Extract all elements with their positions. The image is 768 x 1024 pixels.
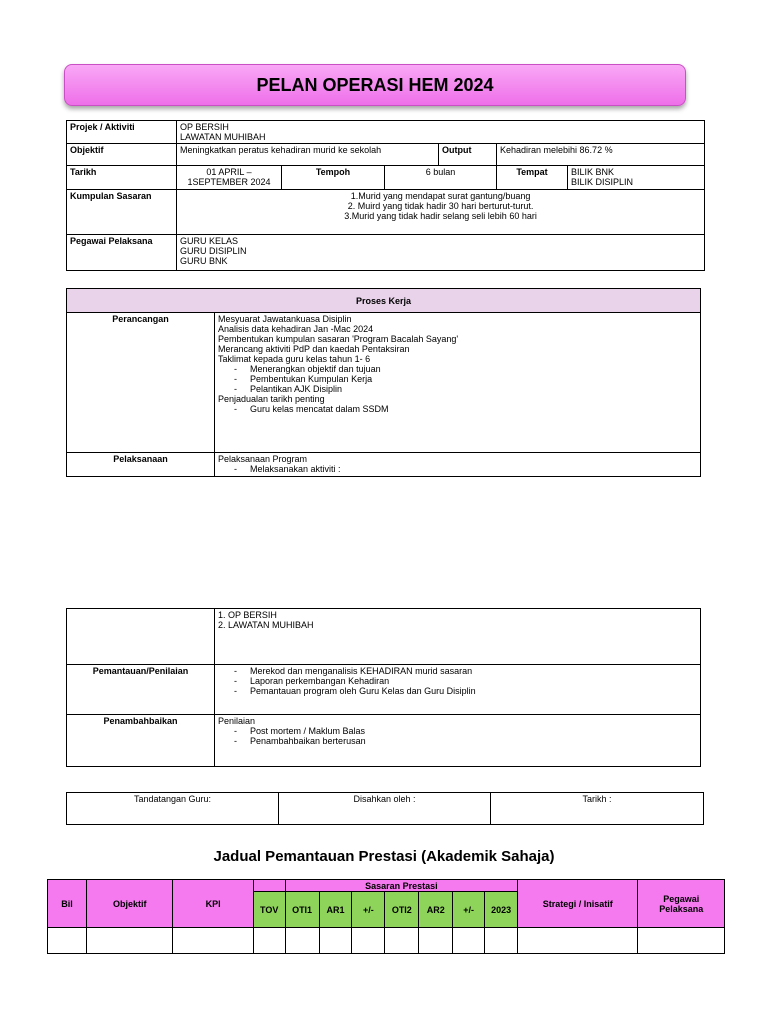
list-item: - Pelantikan AJK Disiplin <box>236 384 697 394</box>
tandatangan-guru: Tandatangan Guru: <box>67 793 279 825</box>
jadual-title: Jadual Pemantauan Prestasi (Akademik Sahaja) <box>213 848 555 865</box>
perancangan-label: Perancangan <box>67 313 215 453</box>
prestasi-table <box>47 879 725 954</box>
header-pegawai: Pegawai Pelaksana <box>638 880 725 928</box>
info-table <box>66 120 705 271</box>
header-oti1: OTI1 <box>285 892 319 928</box>
output-label: Output <box>439 144 497 166</box>
header-blank <box>253 880 285 892</box>
header-diff1: +/- <box>352 892 385 928</box>
list-item: - Merekod dan menganalisis KEHADIRAN murid sasaran <box>236 666 697 676</box>
pemantauan-content <box>215 665 701 715</box>
penambahbaikan-label: Penambahbaikan <box>67 715 215 767</box>
tarikh-signature: Tarikh : <box>491 793 704 825</box>
title-banner <box>64 64 686 106</box>
header-objektif: Objektif <box>87 880 173 928</box>
list-item: - Melaksanakan aktiviti : <box>236 464 697 474</box>
penambahbaikan-content: Penilaian - Post mortem / Maklum Balas - Penambahbaikan berterusan <box>215 715 701 767</box>
page-title: PELAN OPERASI HEM 2024 <box>256 74 494 95</box>
header-strategi: Strategi / Inisatif <box>518 880 638 928</box>
projek-label: Projek / Aktiviti <box>67 121 177 144</box>
pegawai-label: Pegawai Pelaksana <box>67 235 177 271</box>
perancangan-content: Mesyuarat Jawatankuasa Disiplin Analisis data kehadiran Jan -Mac 2024 Pembentukan kumpulan sasaran 'Program Bacalah Sayang' Merancang aktiviti PdP dan kaedah Pentaksiran Taklimat kepada guru kelas tahun 1- 6 - Menerangkan objektif dan tujuan - Pembentukan Kumpulan Kerja - Pelantikan AJK Disiplin Penjadualan tarikh penting - Guru kelas mencatat dalam SSDM <box>215 313 701 453</box>
output-value: Kehadiran melebihi 86.72 % <box>497 144 705 166</box>
tempat-value: BILIK BNK BILIK DISIPLIN <box>568 166 705 190</box>
header-tov: TOV <box>253 892 285 928</box>
list-item: - Penambahbaikan berterusan <box>236 736 697 746</box>
tarikh-label: Tarikh <box>67 166 177 190</box>
header-ar1: AR1 <box>319 892 352 928</box>
list-item: - Guru kelas mencatat dalam SSDM <box>236 404 697 414</box>
program-list: 1. OP BERSIH 2. LAWATAN MUHIBAH <box>215 609 701 665</box>
pegawai-value: GURU KELAS GURU DISIPLIN GURU BNK <box>177 235 705 271</box>
table-row <box>48 928 725 954</box>
signature-table <box>66 792 704 825</box>
proses-table <box>66 288 701 477</box>
pelaksanaan-label: Pelaksanaan <box>67 453 215 477</box>
header-diff2: +/- <box>453 892 485 928</box>
header-ar2: AR2 <box>419 892 453 928</box>
header-bil: Bil <box>48 880 87 928</box>
tempoh-value: 6 bulan <box>385 166 497 190</box>
list-item: - Laporan perkembangan Kehadiran <box>236 676 697 686</box>
list-item: - Post mortem / Maklum Balas <box>236 726 697 736</box>
tarikh-value: 01 APRIL – 1SEPTEMBER 2024 <box>177 166 282 190</box>
tempat-label: Tempat <box>497 166 568 190</box>
pelaksanaan-content: Pelaksanaan Program - Melaksanakan aktiviti : <box>215 453 701 477</box>
proses-header: Proses Kerja <box>67 289 701 313</box>
objektif-value: Meningkatkan peratus kehadiran murid ke sekolah <box>177 144 439 166</box>
projek-value: OP BERSIH LAWATAN MUHIBAH <box>177 121 705 144</box>
sasaran-value: 1.Murid yang mendapat surat gantung/buang 2. Muird yang tidak hadir 30 hari berturut-turut. 3.Murid yang tidak hadir selang seli lebih 60 hari <box>177 190 705 235</box>
sasaran-label: Kumpulan Sasaran <box>67 190 177 235</box>
pemantauan-label: Pemantauan/Penilaian <box>67 665 215 715</box>
list-item: - Menerangkan objektif dan tujuan <box>236 364 697 374</box>
tempoh-label: Tempoh <box>282 166 385 190</box>
list-item: - Pembentukan Kumpulan Kerja <box>236 374 697 384</box>
proses-table-continued <box>66 608 701 767</box>
header-2023: 2023 <box>485 892 518 928</box>
list-item: - Pemantauan program oleh Guru Kelas dan Guru Disiplin <box>236 686 697 696</box>
header-oti2: OTI2 <box>385 892 419 928</box>
header-kpi: KPI <box>173 880 253 928</box>
objektif-label: Objektif <box>67 144 177 166</box>
disahkan-oleh: Disahkan oleh : <box>279 793 491 825</box>
header-sasaran: Sasaran Prestasi <box>285 880 518 892</box>
empty-cell <box>67 609 215 665</box>
